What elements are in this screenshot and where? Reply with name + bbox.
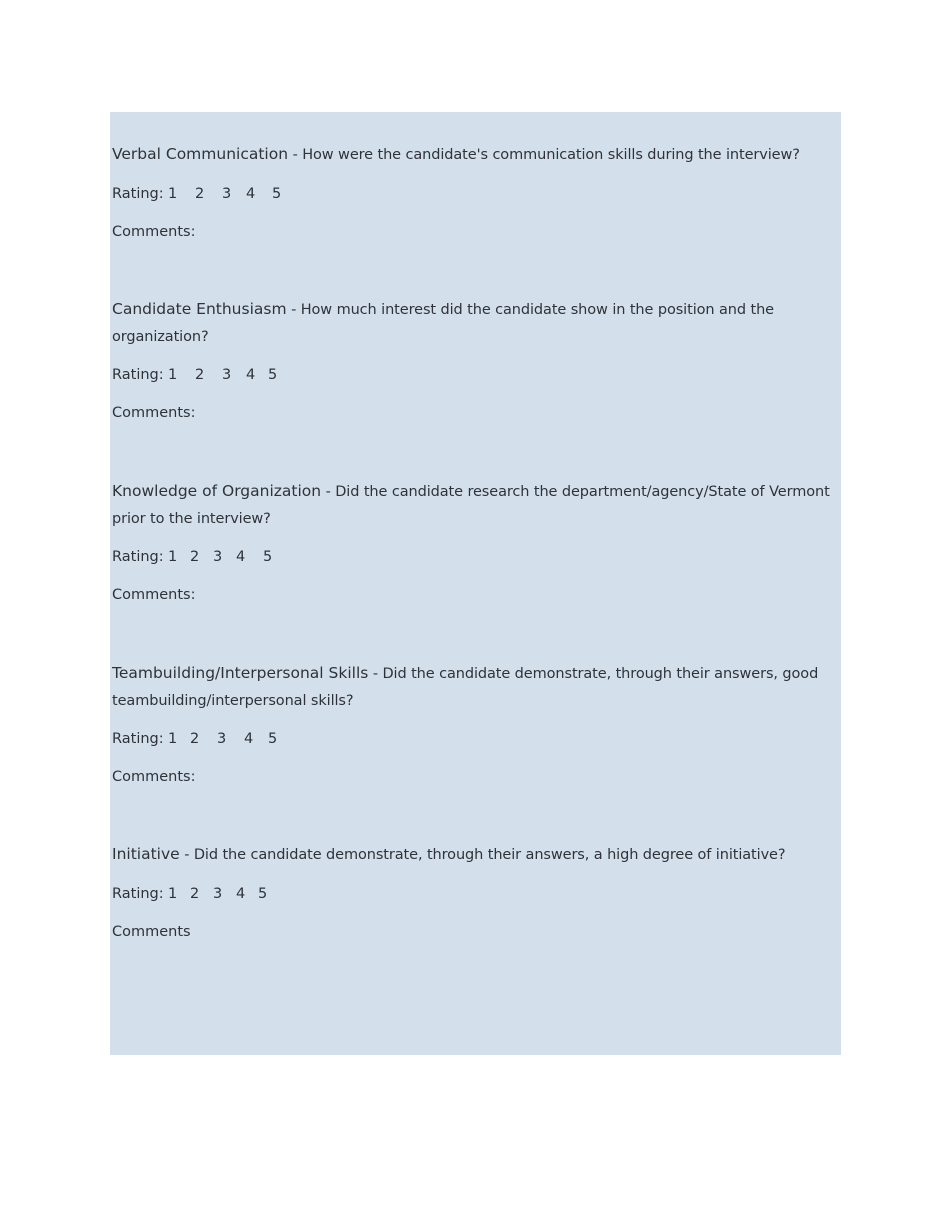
rating-option-5[interactable]: 5	[258, 885, 268, 902]
rating-option-4[interactable]: 4	[236, 885, 246, 902]
rating-option-1[interactable]: 1	[168, 185, 178, 202]
rating-option-2[interactable]: 2	[195, 367, 205, 383]
comments-label: Comments	[112, 923, 191, 940]
rating-row	[112, 885, 834, 903]
question-text	[112, 478, 834, 532]
rating-option-2[interactable]: 2	[190, 549, 200, 565]
question-text	[112, 141, 834, 169]
rating-option-3[interactable]: 3	[222, 367, 232, 383]
evaluation-section-initiative	[112, 841, 834, 941]
criterion-question: - Did the candidate demonstrate, through their answers, a high degree of initiative?	[179, 847, 786, 863]
rating-option-3[interactable]: 3	[213, 549, 223, 565]
evaluation-section-knowledge-of-organization	[112, 478, 834, 604]
rating-option-4[interactable]: 4	[246, 185, 256, 202]
rating-option-4[interactable]: 4	[236, 549, 246, 565]
rating-option-3[interactable]: 3	[217, 731, 227, 747]
criterion-title: Knowledge of Organization	[112, 482, 322, 500]
rating-label: Rating:	[112, 185, 164, 202]
rating-option-5[interactable]: 5	[268, 731, 278, 747]
rating-option-5[interactable]: 5	[268, 367, 278, 383]
question-text	[112, 660, 834, 714]
criterion-question: - Did the candidate demonstrate, through their answers, good teambuilding/interpersonal skills?	[112, 666, 819, 709]
evaluation-section-candidate-enthusiasm	[112, 296, 834, 422]
comments-label: Comments:	[112, 405, 196, 421]
rating-option-3[interactable]: 3	[222, 185, 232, 202]
rating-option-1[interactable]: 1	[168, 731, 178, 747]
rating-option-5[interactable]: 5	[263, 549, 273, 565]
criterion-question: - Did the candidate research the department/agency/State of Vermont prior to the interview?	[112, 484, 830, 527]
rating-option-1[interactable]: 1	[168, 367, 178, 383]
question-text	[112, 841, 834, 869]
criterion-question: - How were the candidate's communication skills during the interview?	[288, 147, 800, 163]
rating-option-3[interactable]: 3	[213, 885, 223, 902]
comments-label: Comments:	[112, 223, 196, 240]
rating-option-5[interactable]: 5	[272, 185, 282, 202]
question-text	[112, 296, 834, 350]
rating-option-1[interactable]: 1	[168, 885, 178, 902]
criterion-title: Candidate Enthusiasm	[112, 300, 287, 318]
rating-option-2[interactable]: 2	[190, 731, 200, 747]
rating-row	[112, 185, 834, 203]
evaluation-section-verbal-communication	[112, 141, 834, 241]
rating-option-4[interactable]: 4	[246, 367, 256, 383]
criterion-question: - How much interest did the candidate show in the position and the organization?	[112, 302, 774, 345]
rating-label: Rating:	[112, 367, 164, 383]
comments-label: Comments:	[112, 587, 196, 603]
rating-label: Rating:	[112, 885, 164, 902]
rating-label: Rating:	[112, 549, 164, 565]
evaluation-section-teambuilding-interpersonal-skills	[112, 660, 834, 786]
rating-row	[112, 730, 834, 748]
comments-label: Comments:	[112, 769, 196, 785]
rating-row	[112, 366, 834, 384]
criterion-title: Initiative	[112, 845, 180, 863]
rating-row	[112, 548, 834, 566]
criterion-title: Verbal Communication	[112, 145, 289, 163]
rating-label: Rating:	[112, 731, 164, 747]
interview-evaluation-form	[110, 112, 841, 1055]
rating-option-4[interactable]: 4	[244, 731, 254, 747]
rating-option-1[interactable]: 1	[168, 549, 178, 565]
rating-option-2[interactable]: 2	[190, 885, 200, 902]
rating-option-2[interactable]: 2	[195, 185, 205, 202]
criterion-title: Teambuilding/Interpersonal Skills	[112, 664, 369, 682]
